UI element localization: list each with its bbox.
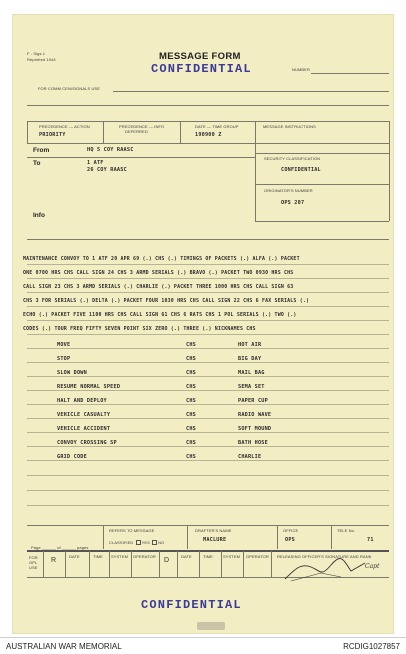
form-title: MESSAGE FORM [159,51,241,62]
codeword-left-2: STOP [57,356,71,362]
codeword-right-3: MAIL BAG [238,370,265,376]
form-reprint-label: Reprinted 1944 [27,57,56,62]
codeword-mid-9: CHS [186,454,196,460]
classified-no-checkbox [152,540,157,545]
to-value-1: 1 ATF [87,160,104,166]
codeword-left-5: HALT AND DEPLOY [57,398,107,404]
refers-to-message-label: REFERS TO MESSAGE [109,528,155,533]
r-date-label: DATE [69,554,80,559]
footer-reference: RCDIG1027857 [343,642,400,651]
from-value: HQ 5 COY RAASC [87,147,134,153]
codeword-left-6: VEHICLE CASUALTY [57,412,111,418]
codeword-mid-5: CHS [186,398,196,404]
codeword-left-7: VEHICLE ACCIDENT [57,426,111,432]
to-value-2: 26 COY RAASC [87,167,127,173]
archive-footer [0,637,406,654]
footer-source: AUSTRALIAN WAR MEMORIAL [6,642,122,651]
security-label: SECURITY CLASSIFICATION [264,156,321,161]
codeword-right-8: BATH HOSE [238,440,268,446]
security-value: CONFIDENTIAL [281,167,321,173]
codeword-left-3: SLOW DOWN [57,370,87,376]
codeword-right-9: CHARLIE [238,454,262,460]
originator-value: OPS 207 [281,200,305,206]
codeword-right-5: PAPER CUP [238,398,268,404]
originator-label: ORIGINATOR'S NUMBER [264,188,313,193]
codeword-left-8: CONVOY CROSSING SP [57,440,117,446]
page-count-label: Page ______ of ______ pages [31,545,89,550]
body-line-6: CODES (.) TOUR FREQ FIFTY SEVEN POINT SIX ZERO (.) THREE (.) NICKNAMES CHS [23,326,256,332]
deferred-label: DEFERRED [125,129,148,134]
form-code-label: F - Sigs 1 [27,51,46,56]
smudge-mark [197,622,225,630]
message-instructions-label: MESSAGE INSTRUCTIONS [263,124,316,129]
message-form-sheet [12,14,394,634]
drafters-name-label: DRAFTER'S NAME [195,528,232,533]
dtg-value: 190900 Z [195,132,222,138]
to-label: To [33,160,41,167]
precedence-action-value: PRIORITY [39,132,66,138]
d-date-label: DATE [181,554,192,559]
body-line-3: CALL SIGN 23 CHS 3 ARMD SERIALS (.) CHARLIE (.) PACKET THREE 1000 HRS CHS CALL SIGN 63 [23,284,294,290]
for-opl-use-label: FOR OPL USE [29,555,38,570]
from-label: From [33,147,50,154]
d-label: D [164,557,170,564]
codeword-left-1: MOVE [57,342,71,348]
codeword-right-6: RADIO WAVE [238,412,272,418]
classified-yes-checkbox [136,540,141,545]
codeword-mid-6: CHS [186,412,196,418]
confidential-stamp-bottom: CONFIDENTIAL [141,598,242,612]
codeword-mid-2: CHS [186,356,196,362]
codeword-mid-7: CHS [186,426,196,432]
d-operator-label: OPERATOR [246,554,269,559]
codeword-mid-3: CHS [186,370,196,376]
info-label: Info [33,212,45,219]
codeword-mid-8: CHS [186,440,196,446]
codeword-mid-4: CHS [186,384,196,390]
codeword-mid-1: CHS [186,342,196,348]
codeword-right-7: SOFT MOUND [238,426,272,432]
drafters-name-value: MACLURE [203,537,227,543]
d-time-label: TIME [203,554,213,559]
r-label: R [51,557,57,564]
rank-value: Capt [365,563,380,570]
codeword-right-1: HOT AIR [238,342,262,348]
tele-no-label: TELE No. [337,528,356,533]
confidential-stamp-top: CONFIDENTIAL [151,62,252,76]
tele-no-value: 71 [367,537,374,543]
precedence-info-label: PRECEDENCE — INFO [119,124,165,129]
dtg-label: DATE — TIME GROUP [195,124,239,129]
body-line-4: CHS 3 FOR SERIALS (.) DELTA (.) PACKET FOUR 1030 HRS CHS CALL SIGN 22 CHS 6 FAX SERIALS (.) [23,298,310,304]
office-value: OPS [285,537,295,543]
signature-scrawl [281,555,371,585]
for-comm-label: FOR COMM CEN/SIGNALS USE [38,86,100,91]
codeword-right-4: SEMA SET [238,384,265,390]
releasing-officer-label: RELEASING OFFICER'S SIGNATURE AND RANK [277,554,372,559]
codeword-right-2: BIG DAY [238,356,262,362]
r-system-label: SYSTEM [111,554,129,559]
r-operator-label: OPERATOR [133,554,156,559]
precedence-action-label: PRECEDENCE — ACTION [39,124,90,129]
body-line-2: ONE 0700 HRS CHS CALL SIGN 24 CHS 3 ARMD SERIALS (.) BRAVO (.) PACKET TWO 0930 HRS CHS [23,270,294,276]
office-label: OFFICE [283,528,299,533]
codeword-left-9: GRID CODE [57,454,87,460]
d-system-label: SYSTEM [223,554,241,559]
body-line-5: ECHO (.) PACKET FIVE 1100 HRS CHS CALL SIGN 61 CHS 6 RATS CHS 1 POL SERIALS (.) TWO (.) [23,312,297,318]
r-time-label: TIME [93,554,103,559]
body-line-1: MAINTENANCE CONVOY TO 1 ATF 20 APR 69 (.) CHS (.) TIMINGS OF PACKETS (.) ALFA (.) PACKET [23,256,300,262]
classified-label: CLASSIFIED YES NO [109,540,165,545]
number-label: NUMBER [292,67,310,72]
codeword-left-4: RESUME NORMAL SPEED [57,384,121,390]
